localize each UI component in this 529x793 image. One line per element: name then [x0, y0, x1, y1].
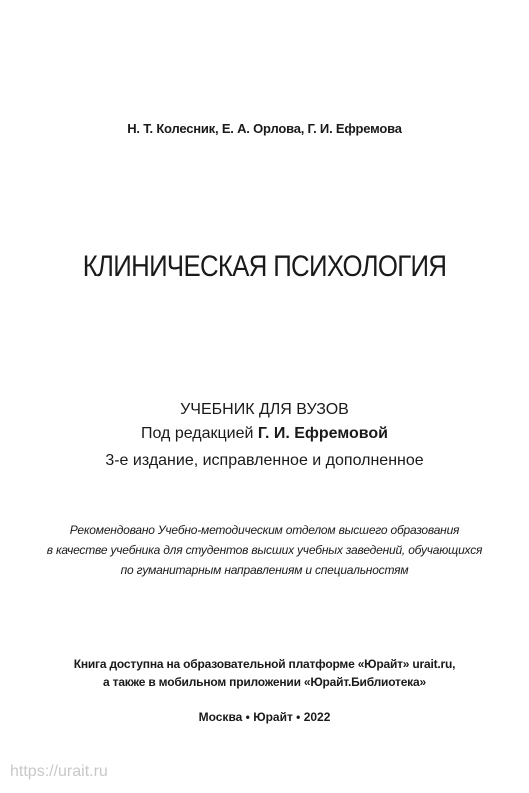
platform-line-1: Книга доступна на образовательной платформе «Юрайт» urait.ru, [73, 657, 456, 671]
imprint-line: Москва • Юрайт • 2022 [198, 710, 331, 724]
authors-line: Н. Т. Колесник, Е. А. Орлова, Г. И. Ефремова [127, 121, 402, 136]
watermark-link[interactable]: https://urait.ru [10, 763, 108, 780]
editor-prefix: Под редакцией [140, 425, 258, 442]
book-subtitle: УЧЕБНИК ДЛЯ ВУЗОВ [180, 401, 349, 418]
recommendation-line-1: Рекомендовано Учебно-методическим отделом высшего образования [69, 523, 460, 537]
recommendation-line-3: по гуманитарным направлениям и специальностям [120, 563, 409, 577]
edition-line: 3-е издание, исправленное и дополненное [105, 452, 424, 469]
editor-line [0, 425, 529, 443]
book-title: КЛИНИЧЕСКАЯ ПСИХОЛОГИЯ [82, 250, 447, 283]
recommendation-line-2: в качестве учебника для студентов высших учебных заведений, обучающихся [46, 543, 483, 557]
editor-name: Г. И. Ефремовой [257, 425, 388, 442]
platform-line-2: а также в мобильном приложении «Юрайт.Библиотека» [103, 675, 426, 689]
